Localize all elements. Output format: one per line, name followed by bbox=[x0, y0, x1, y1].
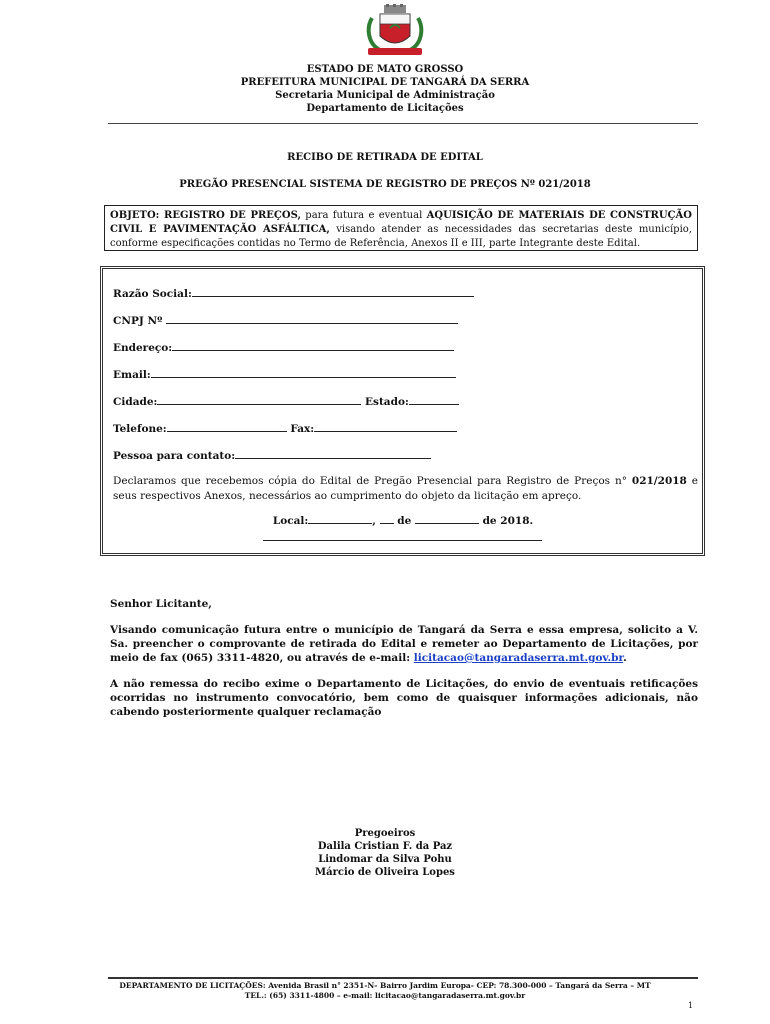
email-link[interactable]: licitacao@tangaradaserra.mt.gov.br bbox=[413, 652, 624, 664]
month-input[interactable] bbox=[415, 514, 479, 524]
telefone-fax-field bbox=[113, 422, 457, 435]
declaration-text bbox=[113, 474, 698, 504]
document-title: RECIBO DE RETIRADA DE EDITAL bbox=[287, 152, 483, 163]
cnpj-input[interactable] bbox=[166, 314, 458, 324]
telefone-label: Telefone: bbox=[113, 423, 167, 435]
objeto-box bbox=[104, 205, 698, 251]
header-prefeitura: PREFEITURA MUNICIPAL DE TANGARÁ DA SERRA bbox=[240, 77, 530, 88]
local-input[interactable] bbox=[308, 514, 372, 524]
endereco-input[interactable] bbox=[172, 341, 454, 351]
telefone-input[interactable] bbox=[167, 422, 287, 432]
endereco-label: Endereço: bbox=[113, 342, 173, 354]
signature-name-2: Lindomar da Silva Pohu bbox=[318, 854, 452, 865]
fax-label: Fax: bbox=[290, 423, 315, 435]
document-subtitle: PREGÃO PRESENCIAL SISTEMA DE REGISTRO DE PREÇOS Nº 021/2018 bbox=[179, 179, 591, 190]
email-field bbox=[113, 368, 456, 381]
signature-role: Pregoeiros bbox=[354, 828, 416, 839]
letter-p1-end: . bbox=[623, 652, 627, 664]
letter-paragraph-1 bbox=[110, 623, 698, 665]
declaration-number: 021/2018 bbox=[631, 475, 687, 487]
razao-social-label: Razão Social: bbox=[113, 288, 192, 300]
footer-contact: TEL.: (65) 3311-4800 – e-mail: licitacao@tangaradaserra.mt.gov.br bbox=[244, 991, 526, 1000]
local-date-line: Local: , de de 2018. bbox=[272, 515, 534, 527]
signature-line[interactable] bbox=[263, 540, 542, 541]
de-label-1: de bbox=[397, 515, 412, 527]
contato-field bbox=[113, 449, 431, 462]
footer-address: DEPARTAMENTO DE LICITAÇÕES: Avenida Brasil n° 2351-N- Bairro Jardim Europa- CEP: 78.300-000 – Tangará da Serra – MT bbox=[119, 981, 651, 990]
municipal-crest bbox=[360, 4, 430, 62]
de-label-2: de 2018. bbox=[482, 515, 534, 527]
email-label: Email: bbox=[113, 369, 151, 381]
objeto-subject: AQUISIÇÃO DE MATERIAIS DE CONSTRUÇÃO CIVIL E PAVIMENTAÇÃO ASFÁLTICA, bbox=[110, 210, 692, 235]
local-label: Local: bbox=[272, 515, 309, 527]
letter-p1-text: Visando comunicação futura entre o município de Tangará da Serra e essa empresa, solicito a V. Sa. preencher o comprovante de retirada do Edital e remeter ao Departamento de Licitações, por meio de fax (065) 3311-4820, ou através de e-mail: bbox=[110, 624, 698, 664]
cnpj-label: CNPJ Nº bbox=[113, 315, 163, 327]
cidade-input[interactable] bbox=[157, 395, 361, 405]
letter-paragraph-2: A não remessa do recibo exime o Departamento de Licitações, do envio de eventuais retificações ocorridas no instrumento convocatório, bem como de quaisquer informações adicionais, não cabendo posteriormente qualquer reclamação bbox=[110, 678, 698, 718]
letter-greeting: Senhor Licitante, bbox=[110, 598, 212, 610]
razao-social-field bbox=[113, 287, 474, 300]
objeto-text-2: visando atender as necessidades das secretarias deste município, conforme especificações contidas no Termo de Referência, Anexos II e III, parte Integrante deste Edital. bbox=[110, 224, 692, 249]
header-secretaria: Secretaria Municipal de Administração bbox=[275, 90, 495, 101]
header-divider bbox=[108, 123, 698, 124]
header-departamento: Departamento de Licitações bbox=[306, 103, 464, 114]
estado-label: Estado: bbox=[365, 396, 409, 408]
email-input[interactable] bbox=[151, 368, 456, 378]
cidade-estado-field bbox=[113, 395, 459, 408]
declaration-part-1: Declaramos que recebemos cópia do Edital de Pregão Presencial para Registro de Preços n° bbox=[113, 475, 632, 487]
page-number: 1 bbox=[688, 1001, 694, 1010]
contato-label: Pessoa para contato: bbox=[113, 450, 236, 462]
receipt-form bbox=[100, 266, 705, 556]
endereco-field bbox=[113, 341, 454, 354]
razao-social-input[interactable] bbox=[192, 287, 474, 297]
fax-input[interactable] bbox=[314, 422, 457, 432]
contato-input[interactable] bbox=[235, 449, 431, 459]
header-state: ESTADO DE MATO GROSSO bbox=[306, 64, 464, 75]
objeto-text-1: para futura e eventual bbox=[300, 210, 427, 221]
objeto-label: OBJETO: REGISTRO DE PREÇOS, bbox=[110, 210, 301, 221]
day-input[interactable] bbox=[380, 514, 394, 524]
cnpj-field bbox=[113, 314, 458, 327]
signature-name-1: Dalila Cristian F. da Paz bbox=[317, 841, 453, 852]
signature-name-3: Márcio de Oliveira Lopes bbox=[315, 867, 455, 878]
estado-input[interactable] bbox=[409, 395, 459, 405]
cidade-label: Cidade: bbox=[113, 396, 158, 408]
footer-divider bbox=[108, 977, 698, 979]
declaration-part-2: e seus respectivos Anexos, necessários ao cumprimento do objeto da licitação em apreço. bbox=[113, 475, 698, 502]
